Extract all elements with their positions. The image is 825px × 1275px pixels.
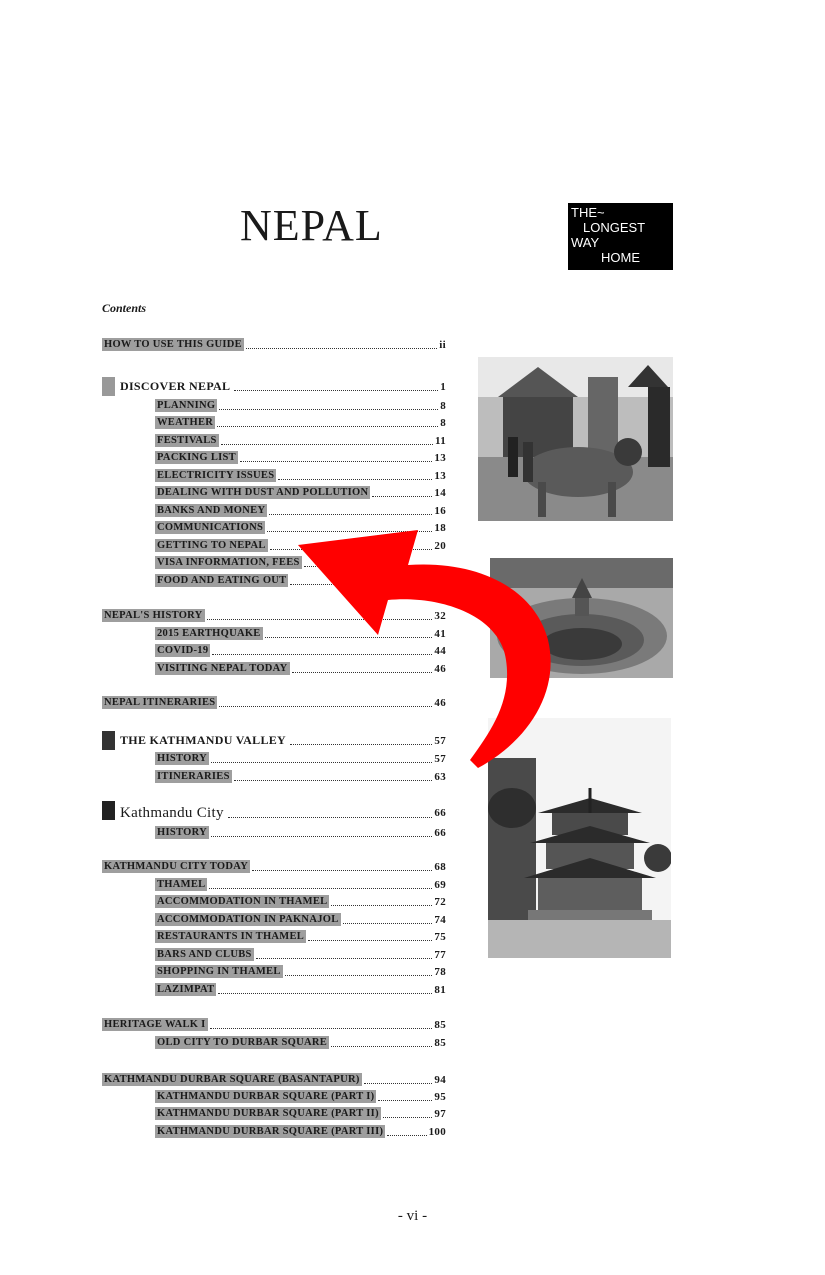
toc-entry-page: 66 (434, 807, 446, 819)
toc-entry-label: THAMEL (157, 879, 206, 890)
toc-entry-page: 72 (434, 895, 446, 908)
toc-entry-page: 1 (440, 380, 446, 393)
logo-line: HOME (601, 250, 640, 265)
toc-entry-page: 14 (434, 486, 446, 499)
toc-entry-label: HISTORY (157, 753, 207, 764)
toc-entry-label: VISA INFORMATION, FEES (157, 557, 300, 568)
toc-entry-label: FOOD AND EATING OUT (157, 575, 287, 586)
toc-entry-label: BARS AND CLUBS (157, 949, 252, 960)
toc-entry-page: 74 (434, 913, 446, 926)
toc-entry-page: 57 (434, 734, 446, 747)
toc-entry-label: FESTIVALS (157, 435, 217, 446)
logo-line: THE~ (571, 205, 605, 220)
toc-entry-page: 77 (434, 948, 446, 961)
toc-entry-label: HOW TO USE THIS GUIDE (104, 339, 242, 350)
logo-line: WAY (571, 235, 600, 250)
toc-entry-page: 75 (434, 930, 446, 943)
toc-entry-label: BANKS AND MONEY (157, 505, 266, 516)
toc-entry-page: 100 (428, 1125, 446, 1138)
toc-entry-label: ACCOMMODATION IN PAKNAJOL (157, 914, 339, 925)
toc-entry-label: Kathmandu City (120, 804, 224, 821)
toc-entry-page: 20 (434, 539, 446, 552)
toc-entry-page: 81 (434, 983, 446, 996)
toc-entry-page: 41 (434, 627, 446, 640)
toc-entry-label: 2015 EARTHQUAKE (157, 628, 261, 639)
toc-entry-page: 13 (434, 469, 446, 482)
toc-entry-label: KATHMANDU CITY TODAY (104, 861, 249, 872)
toc-entry-label: KATHMANDU DURBAR SQUARE (BASANTAPUR) (104, 1074, 360, 1085)
page-title: NEPAL (240, 201, 383, 250)
toc-entry-page: 69 (434, 878, 446, 891)
toc-entry-label: NEPAL ITINERARIES (104, 697, 216, 708)
toc-entry-page: ii (439, 338, 446, 351)
toc-entry-label: ELECTRICITY ISSUES (157, 470, 275, 481)
toc-entry-label: LAZIMPAT (157, 984, 215, 995)
toc-entry-page: 68 (434, 860, 446, 873)
toc-entry-page: 16 (434, 504, 446, 517)
toc-entry-page: 44 (434, 644, 446, 657)
toc-entry-label: RESTAURANTS IN THAMEL (157, 931, 305, 942)
toc-entry-page: 46 (434, 662, 446, 675)
toc-entry-label: WEATHER (157, 417, 214, 428)
toc-entry-page: 97 (434, 1107, 446, 1120)
toc-entry-label: COMMUNICATIONS (157, 522, 264, 533)
toc-entry-label: KATHMANDU DURBAR SQUARE (PART III) (157, 1126, 384, 1137)
toc-entry-page: 8 (440, 416, 446, 429)
toc-entry-label: GETTING TO NEPAL (157, 540, 266, 551)
toc-entry-page: 18 (434, 521, 446, 534)
toc-entry-label: COVID-19 (157, 645, 209, 656)
contents-heading: Contents (102, 301, 147, 315)
toc-entry-label: ITINERARIES (157, 771, 230, 782)
toc-entry-label: DEALING WITH DUST AND POLLUTION (157, 487, 369, 498)
toc-entry-page: 85 (434, 1036, 446, 1049)
toc-entry-page: 11 (435, 434, 446, 447)
toc-entry-page: 8 (440, 399, 446, 412)
toc-entry-page: 13 (434, 451, 446, 464)
toc-entry-label: THE KATHMANDU VALLEY (120, 733, 287, 747)
toc-entry-label: ACCOMMODATION IN THAMEL (157, 896, 328, 907)
toc-entry-page: 66 (434, 826, 446, 839)
toc-entry-label: SHOPPING IN THAMEL (157, 966, 281, 977)
toc-entry-label: DISCOVER NEPAL (120, 379, 231, 393)
toc-entry-label: KATHMANDU DURBAR SQUARE (PART I) (157, 1091, 375, 1102)
toc-entry-label: HERITAGE WALK I (104, 1019, 206, 1030)
toc-entry-page: 78 (434, 965, 446, 978)
toc-entry-label: VISITING NEPAL TODAY (157, 663, 288, 674)
toc-entry-page: 85 (434, 1018, 446, 1031)
toc-entry-page: 57 (434, 752, 446, 765)
toc-entry-label: NEPAL'S HISTORY (104, 610, 203, 621)
page-number: - vi - (397, 1208, 428, 1224)
toc-entry-label: HISTORY (157, 827, 207, 838)
toc-entry-label: KATHMANDU DURBAR SQUARE (PART II) (157, 1108, 379, 1119)
toc-entry-label: PLANNING (157, 400, 216, 411)
logo-line: LONGEST (583, 220, 646, 235)
toc-entry-page: 95 (434, 1090, 446, 1103)
toc-entry-page: 94 (434, 1073, 446, 1086)
toc-entry-page: 46 (434, 696, 446, 709)
toc-entry-page: 63 (434, 770, 446, 783)
toc-entry-label: PACKING LIST (157, 452, 236, 463)
toc-entry-label: OLD CITY TO DURBAR SQUARE (157, 1037, 328, 1048)
toc-entry-page: 32 (434, 609, 446, 622)
